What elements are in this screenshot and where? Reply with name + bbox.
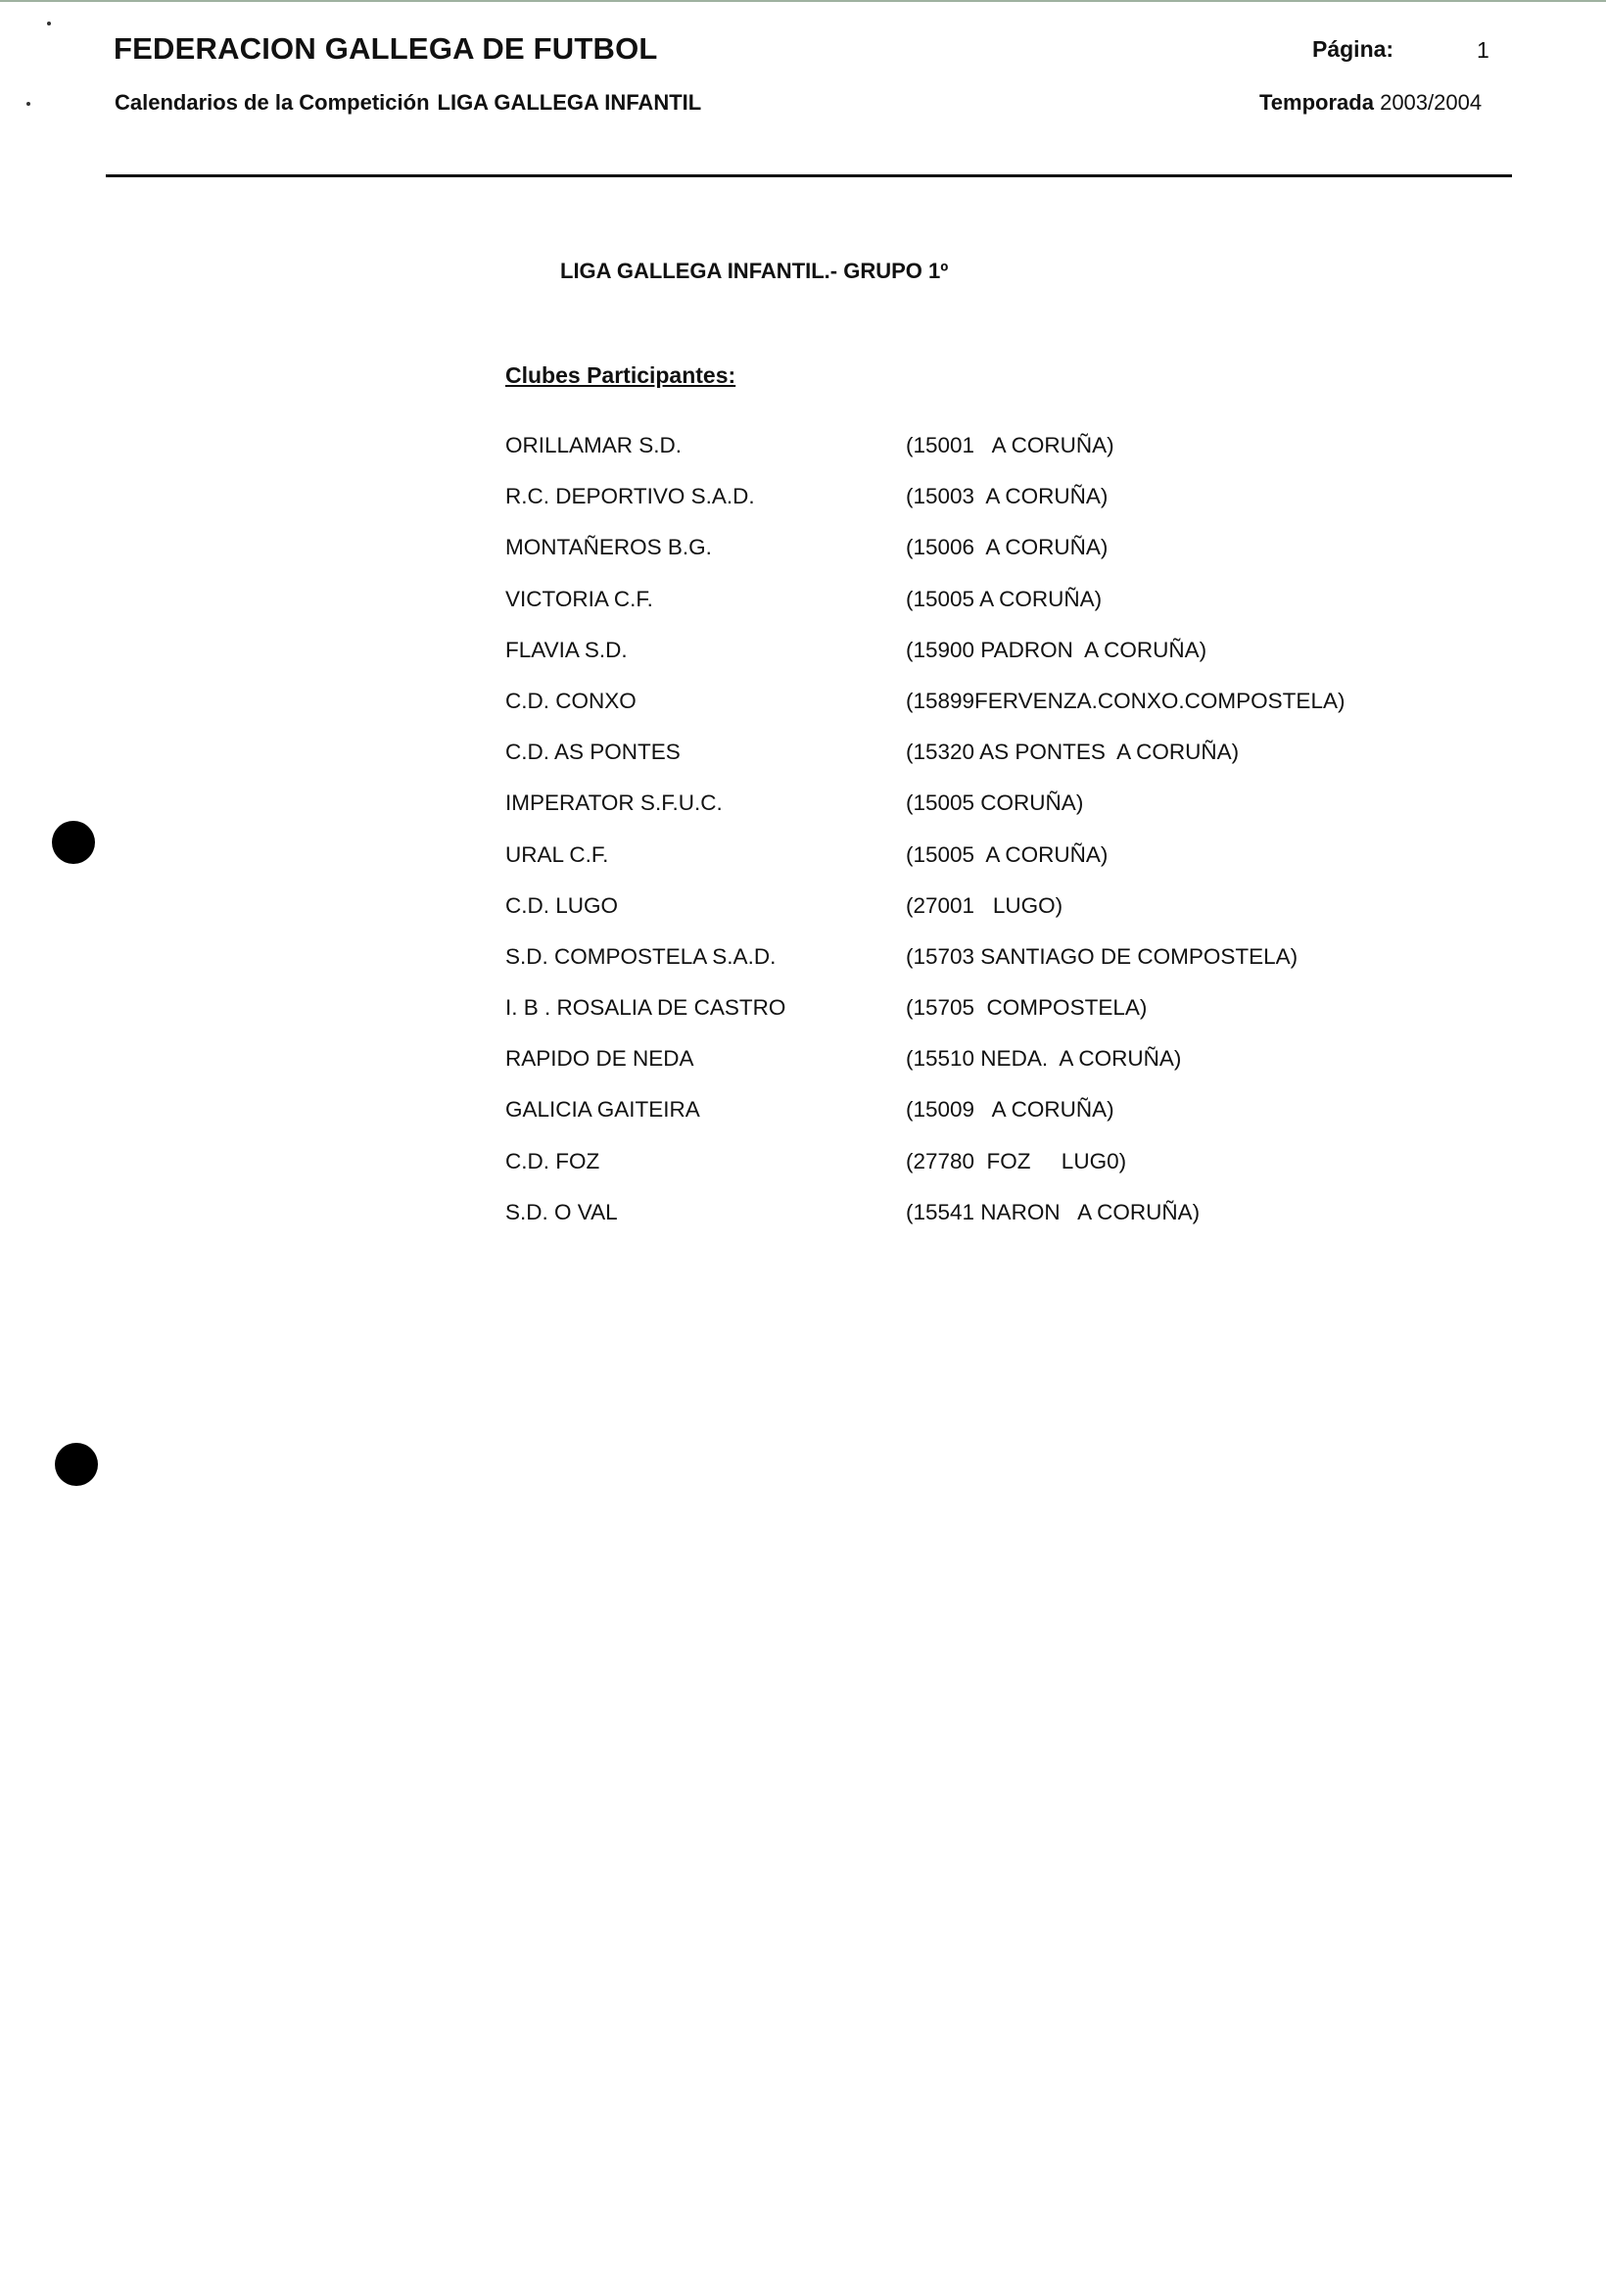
season-value: 2003/2004	[1380, 90, 1483, 115]
club-name: C.D. LUGO	[505, 892, 619, 918]
club-name: S.D. O VAL	[505, 1199, 618, 1224]
scan-top-edge	[0, 0, 1606, 2]
club-row	[505, 689, 1387, 740]
page-label: Página:	[1312, 36, 1394, 62]
club-address: (15510 NEDA. A CORUÑA)	[906, 1046, 1182, 1072]
federation-title: FEDERACION GALLEGA DE FUTBOL	[114, 31, 658, 66]
club-address: (15003 A CORUÑA)	[906, 484, 1109, 509]
club-row	[505, 1046, 1387, 1097]
club-row	[505, 995, 1387, 1046]
club-row	[505, 1149, 1387, 1200]
header-subtitle	[115, 90, 701, 116]
club-name: C.D. CONXO	[505, 688, 637, 713]
club-address: (15541 NARON A CORUÑA)	[906, 1199, 1201, 1224]
punch-hole	[52, 821, 95, 864]
page-number: 1	[1477, 37, 1489, 63]
scan-speck	[26, 102, 30, 106]
club-name: FLAVIA S.D.	[505, 637, 628, 662]
scan-speck	[47, 22, 51, 25]
club-row	[505, 893, 1387, 944]
club-name: ORILLAMAR S.D.	[505, 433, 683, 457]
club-row	[505, 638, 1387, 689]
club-name: IMPERATOR S.F.U.C.	[505, 790, 723, 816]
club-name: URAL C.F.	[505, 841, 609, 867]
club-name: VICTORIA C.F.	[505, 586, 653, 611]
club-address: (15005 CORUÑA)	[906, 790, 1084, 816]
club-address: (15005 A CORUÑA)	[906, 841, 1109, 867]
club-address: (15006 A CORUÑA)	[906, 535, 1109, 560]
club-row	[505, 433, 1387, 484]
subtitle-prefix: Calendarios de la Competición	[115, 90, 430, 115]
club-name: I. B . ROSALIA DE CASTRO	[505, 995, 786, 1021]
club-address: (15005 A CORUÑA)	[906, 586, 1103, 611]
season	[1259, 90, 1482, 116]
group-title: LIGA GALLEGA INFANTIL.- GRUPO 1º	[560, 259, 949, 283]
competition-name: LIGA GALLEGA INFANTIL	[437, 90, 702, 115]
club-address: (27001 LUGO)	[906, 892, 1063, 918]
club-row	[505, 944, 1387, 995]
club-address: (15900 PADRON A CORUÑA)	[906, 637, 1207, 662]
club-name: R.C. DEPORTIVO S.A.D.	[505, 484, 755, 509]
club-address: (15009 A CORUÑA)	[906, 1097, 1114, 1123]
club-address: (15703 SANTIAGO DE COMPOSTELA)	[906, 943, 1299, 969]
club-name: S.D. COMPOSTELA S.A.D.	[505, 943, 777, 969]
club-address: (15899FERVENZA.CONXO.COMPOSTELA)	[906, 688, 1346, 713]
club-name: RAPIDO DE NEDA	[505, 1046, 694, 1072]
club-row	[505, 1097, 1387, 1148]
club-address: (15001 A CORUÑA)	[906, 433, 1114, 457]
club-name: C.D. AS PONTES	[505, 740, 681, 765]
club-name: MONTAÑEROS B.G.	[505, 535, 712, 560]
club-address: (15320 AS PONTES A CORUÑA)	[906, 740, 1240, 765]
club-row	[505, 1200, 1387, 1251]
punch-hole	[55, 1443, 98, 1486]
club-address: (27780 FOZ LUG0)	[906, 1148, 1127, 1173]
club-row	[505, 842, 1387, 893]
club-address: (15705 COMPOSTELA)	[906, 995, 1148, 1021]
club-row	[505, 535, 1387, 586]
club-row	[505, 484, 1387, 535]
club-row	[505, 740, 1387, 790]
season-label: Temporada	[1259, 90, 1374, 115]
header-divider	[106, 174, 1512, 177]
club-row	[505, 790, 1387, 841]
club-name: C.D. FOZ	[505, 1148, 600, 1173]
club-list	[505, 433, 1387, 1251]
club-row	[505, 587, 1387, 638]
participants-heading: Clubes Participantes:	[505, 362, 736, 388]
club-name: GALICIA GAITEIRA	[505, 1097, 700, 1123]
